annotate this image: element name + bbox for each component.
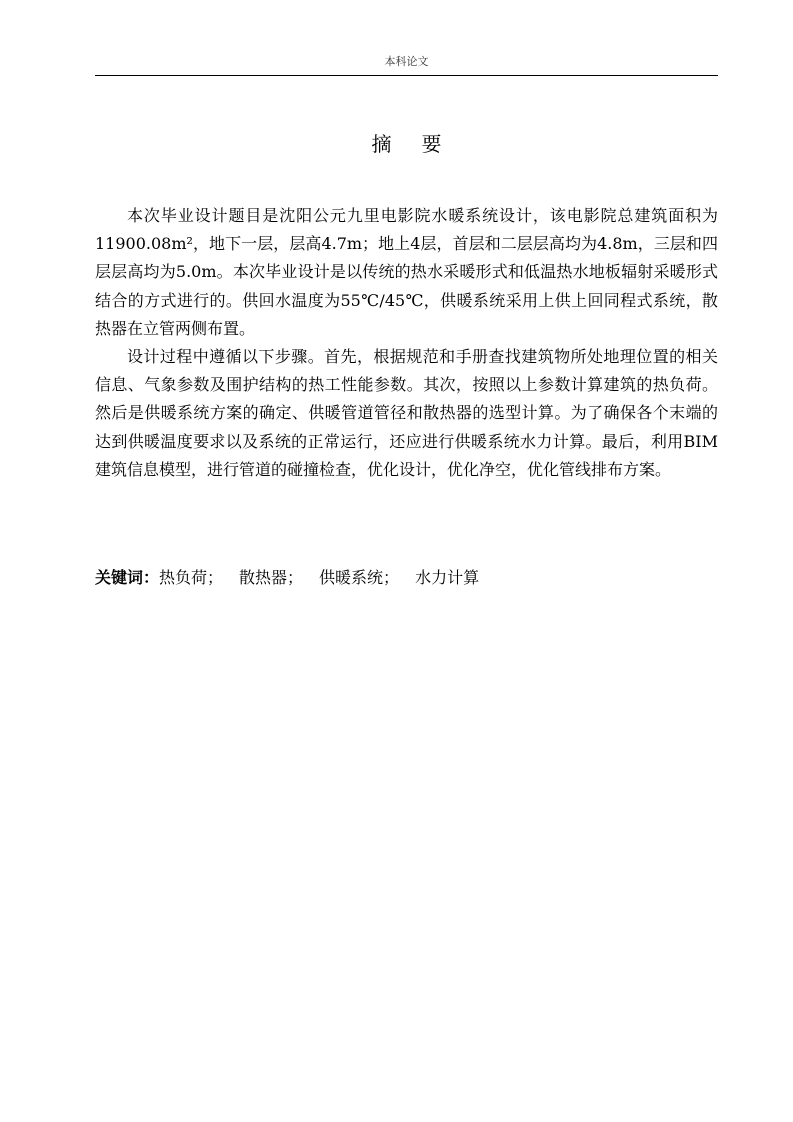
abstract-body xyxy=(95,202,718,484)
abstract-paragraph-1: 本次毕业设计题目是沈阳公元九里电影院水暖系统设计，该电影院总建筑面积为11900.08m²，地下一层，层高4.7m；地上4层，首层和二层层高均为4.8m，三层和四层层高均为5.0m。本次毕业设计是以传统的热水采暖形式和低温热水地板辐射采暖形式结合的方式进行的。供回水温度为55℃/45℃，供暖系统采用上供上回同程式系统，散热器在立管两侧布置。 xyxy=(95,206,718,338)
keyword-item: 热负荷； xyxy=(159,568,224,587)
keyword-item: 水力计算 xyxy=(415,568,480,587)
keyword-item: 散热器； xyxy=(239,568,304,587)
abstract-paragraph-2: 设计过程中遵循以下步骤。首先，根据规范和手册查找建筑物所处地理位置的相关信息、气象参数及围护结构的热工性能参数。其次，按照以上参数计算建筑的热负荷。然后是供暖系统方案的确定、供暖管道管径和散热器的选型计算。为了确保各个末端的达到供暖温度要求以及系统的正常运行，还应进行供暖系统水力计算。最后，利用BIM建筑信息模型，进行管道的碰撞检查，优化设计，优化净空，优化管线排布方案。 xyxy=(95,347,718,479)
keywords-label: 关键词： xyxy=(95,568,160,587)
page-header: 本科论文 xyxy=(95,55,718,76)
abstract-title: 摘要 xyxy=(371,132,472,156)
keyword-item: 供暖系统； xyxy=(319,568,400,587)
keywords-line xyxy=(95,564,718,592)
